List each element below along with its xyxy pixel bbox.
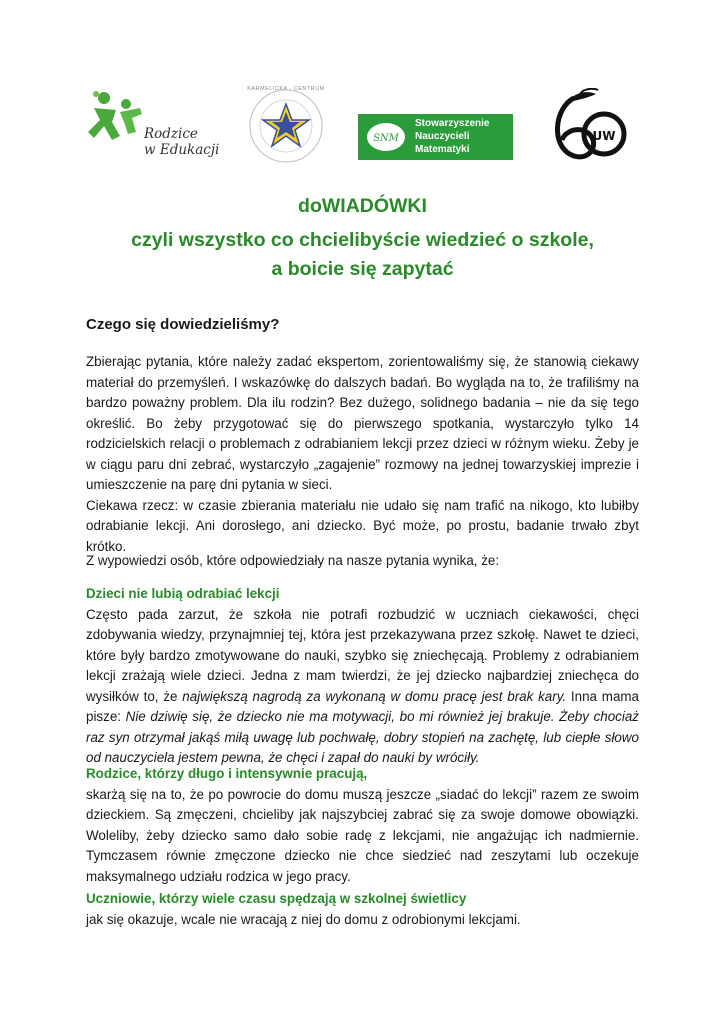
wydzial-pedagogiczny-uw-logo [544, 88, 632, 164]
karmelicka-centrum-logo [246, 86, 326, 166]
uw-text: UW [592, 129, 616, 143]
snm-mark-text: SNM [373, 133, 399, 144]
intro-paragraph-2: Ciekawa rzecz: w czasie zbierania materiału nie udało się nam trafić na nikogo, kto lubiłby odrabianie lekcji. Ani dorosłego, ani dziecko. Być może, po prostu, badanie trwało zbyt krótko. [86, 497, 639, 554]
section-3 [86, 889, 639, 930]
snm-line3: Matematyki [415, 144, 470, 155]
anniversary-60-icon [544, 88, 632, 164]
rodzice-line1: Rodzice [144, 126, 198, 142]
intro-block [86, 352, 639, 557]
section-1-text [86, 605, 639, 769]
section-2-heading: Rodzice, którzy długo i intensywnie pracują, [86, 766, 368, 781]
rodzice-w-edukacji-logo [86, 86, 226, 166]
section-1-text-a: Często pada zarzut, że szkoła nie potrafi rozbudzić w uczniach ciekawości, chęci zdobywania wiedzy, przynajmniej tej, która jest przekazywana przez szkołę. Nawet te dzieci, które były bardzo zmotywowane do nauki, szybko się zniechęcają. Problemy z odrabianiem lekcji zrażają wiele dzieci. Jedna z mam twierdzi, że jej dziecko najbardziej zniechęca do wysiłków to, że [86, 606, 639, 704]
section-1-quote-b: Nie dziwię się, że dziecko nie ma motywacji, bo mi również jej brakuje. Żeby chociaż raz syn otrzymał jakąś miłą uwagę lub pochwałę, dobry stopień na zachętę, lub ciepłe słowo od nauczyciela jestem pewna, że chęci i zapał do nauki by wróciły. [86, 709, 639, 765]
snm-mark-icon [366, 122, 406, 152]
section-3-text: jak się okazuje, wcale nie wracają z niej do domu z odrobionymi lekcjami. [86, 911, 521, 927]
children-figures-icon [86, 88, 148, 150]
snm-logo [358, 114, 513, 160]
rodzice-line2: w Edukacji [144, 142, 220, 158]
section-1-quote-a: największą nagrodą za wykonaną w domu pracę jest brak kary. [182, 688, 567, 704]
snm-line1: Stowarzyszenie [415, 118, 490, 129]
title-line1: doWIADÓWKI [298, 195, 427, 217]
intro-paragraph-3: Z wypowiedzi osób, które odpowiedziały na nasze pytania wynika, że: [86, 553, 500, 568]
section-2-text: skarżą się na to, że po powrocie do domu muszą jeszcze „siadać do lekcji” razem ze swoim dzieckiem. Są zmęczeni, chcieliby jak najszybciej zabrać się za swoje domowe obowiązki. Woleliby, żeby dziecko samo dało sobie radę z lekcjami, nie angażując ich nadmiernie. Tymczasem równie zmęczone dziecko nie chce siedzieć nad zeszytami lub oczekuje maksymalnego udziału rodzica w jego pracy. [86, 786, 639, 884]
title-line2: czyli wszystko co chcielibyście wiedzieć o szkole, [131, 229, 594, 251]
section-1-text-b: Inna mama pisze: [86, 688, 639, 724]
section-3-heading: Uczniowie, którzy wiele czasu spędzają w szkolnej świetlicy [86, 891, 467, 906]
section-1-heading: Dzieci nie lubią odrabiać lekcji [86, 586, 280, 601]
logo-bar [86, 86, 646, 166]
star-emblem-icon [246, 86, 326, 166]
section-heading: Czego się dowiedzieliśmy? [86, 316, 280, 333]
section-2 [86, 764, 639, 887]
karmelicka-text: KARMELICKA · CENTRUM [247, 86, 325, 92]
section-1 [86, 584, 639, 769]
snm-line2: Nauczycieli [415, 131, 470, 142]
title-line3: a boicie się zapytać [271, 258, 454, 280]
intro-paragraph-1: Zbierając pytania, które należy zadać ekspertom, zorientowaliśmy się, że stanowią ciekawy materiał do przemyśleń. I wskazówkę do dalszych badań. Bo wygląda na to, że trafiliśmy na bardzo poważny problem. Dla ilu rodzin? Bez dużego, solidnego badania – nie da się tego określić. Bo żeby przygotować się do pierwszego spotkania, wystarczyło tylko 14 rodzicielskich relacji o problemach z odrabianiem lekcji przez dzieci w różnym wieku. Żeby je w ciągu paru dni zebrać, wystarczyło „zagajenie” rozmowy na jednej towarzyskiej imprezie i umieszczenie na parę dni pytania w sieci. [86, 354, 639, 492]
